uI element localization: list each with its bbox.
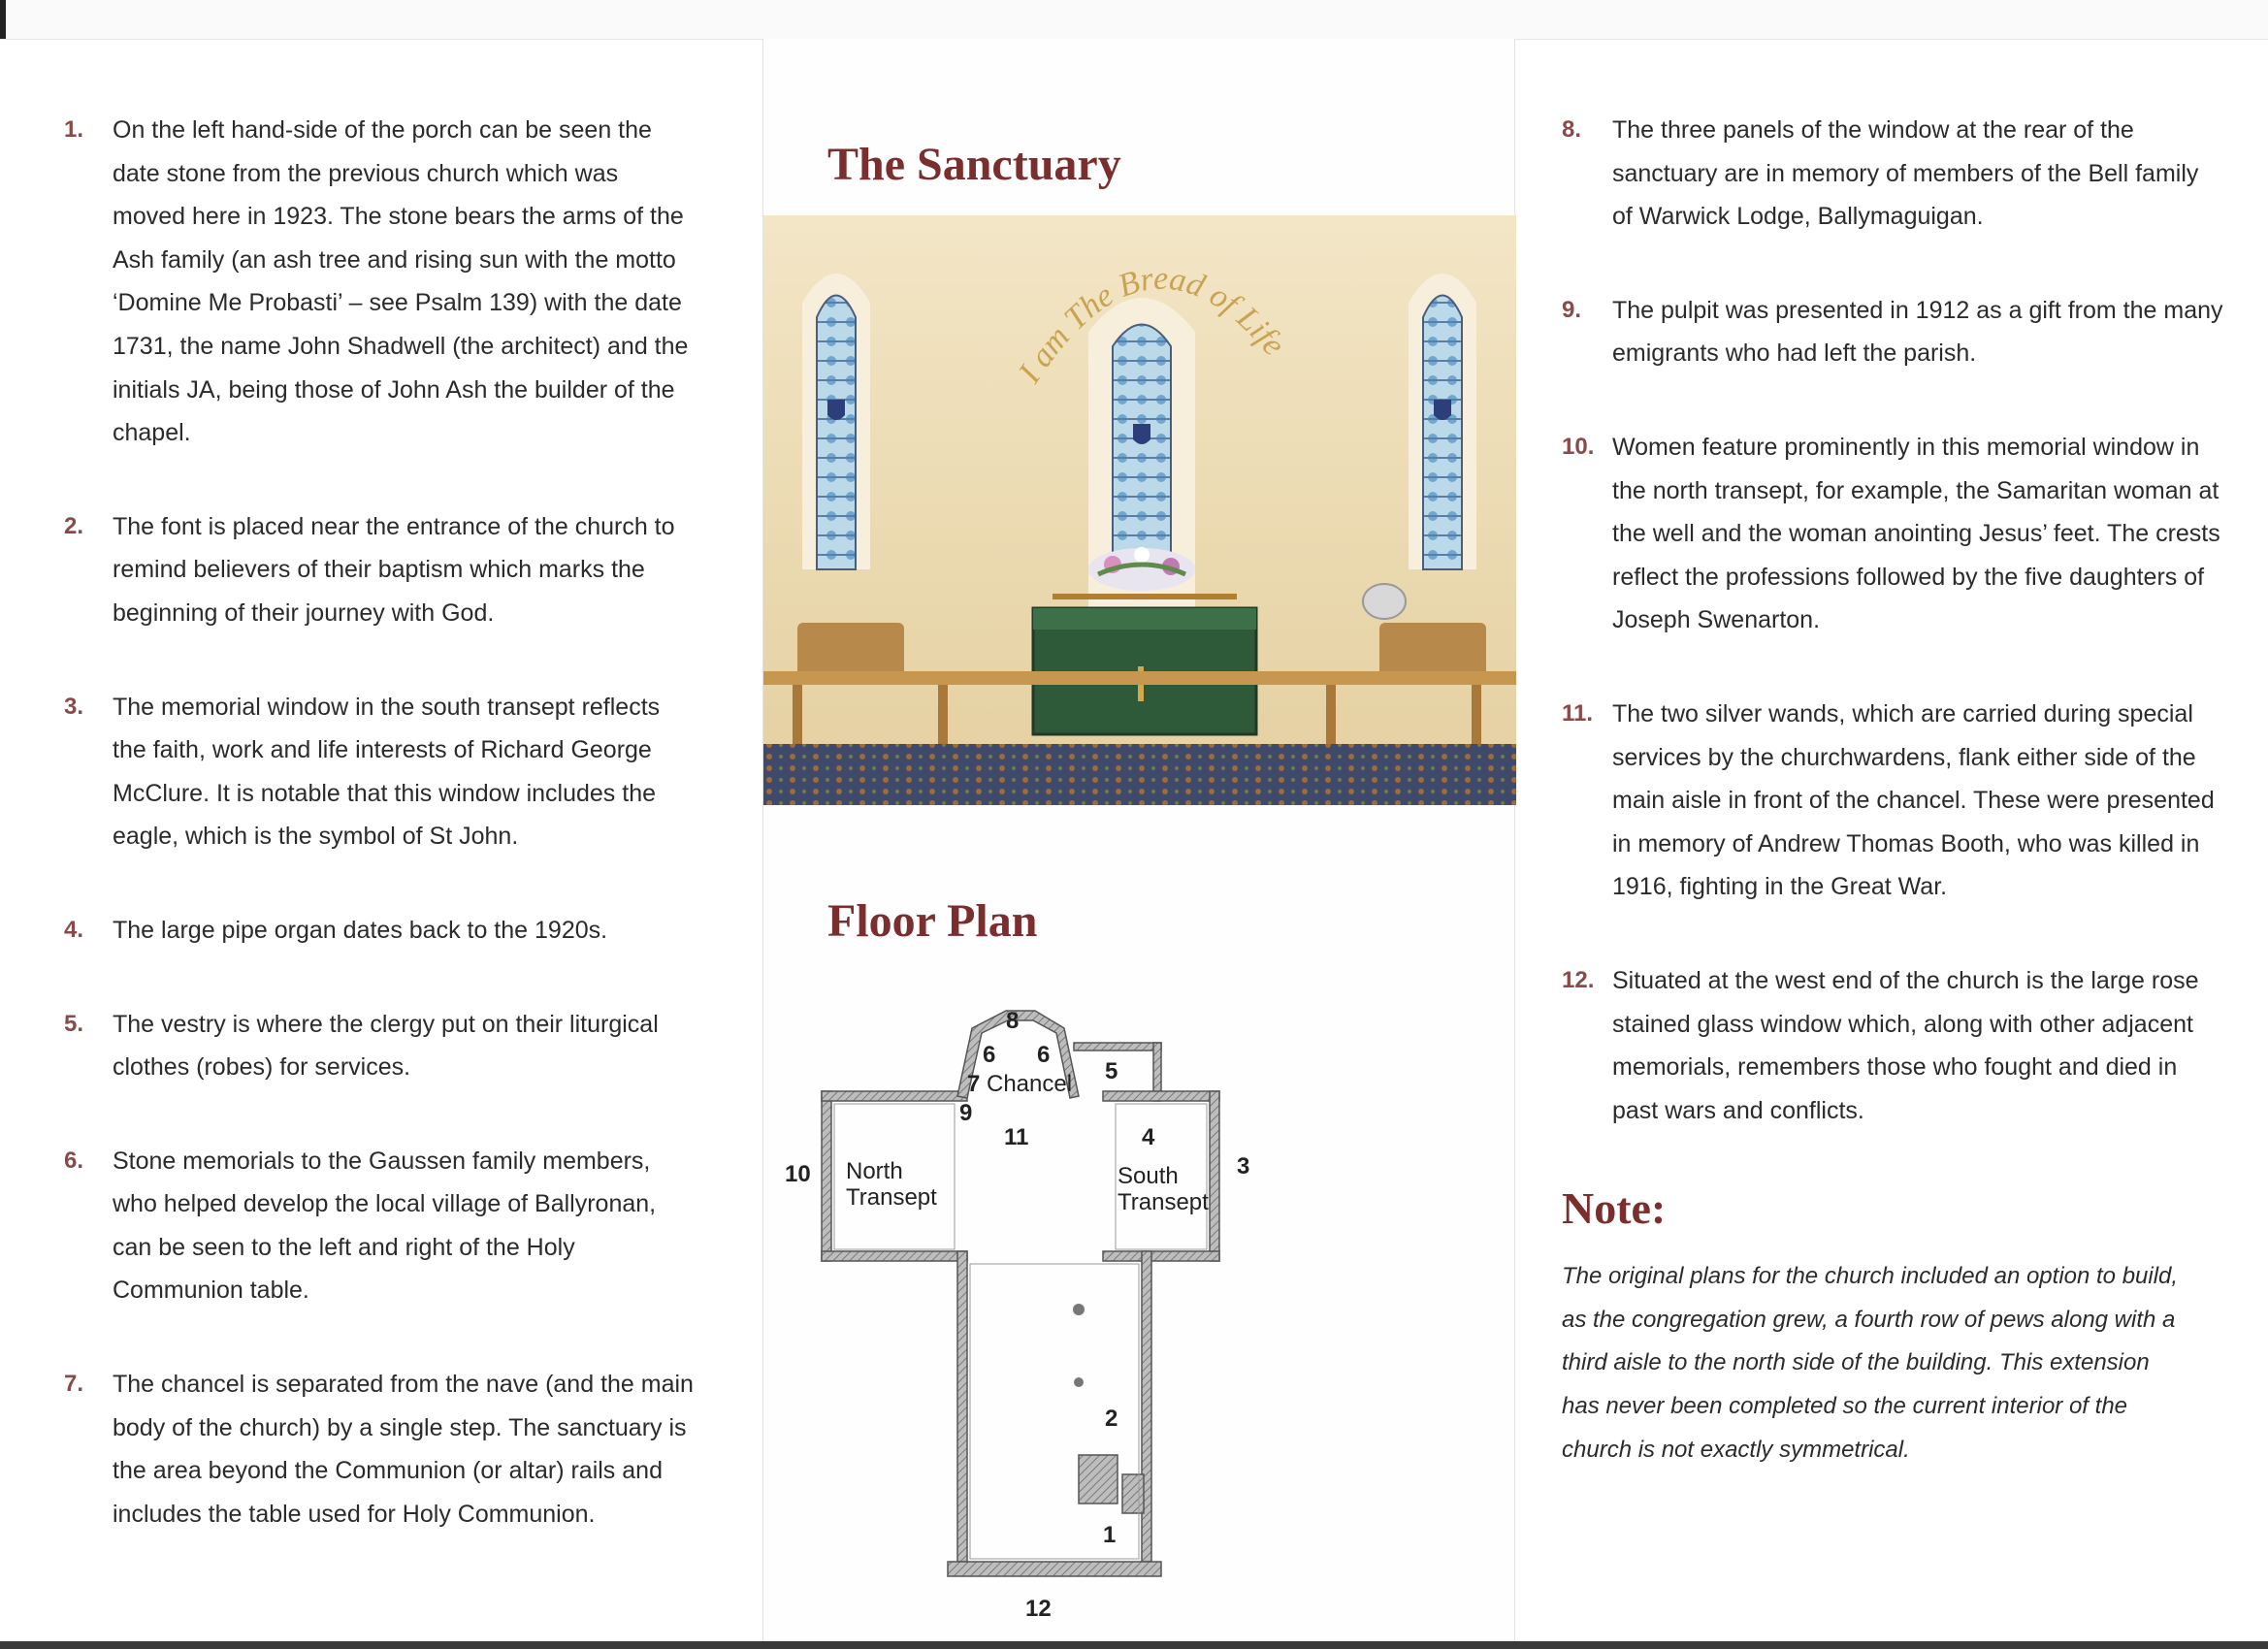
plan-number-8: 8 [1006,1008,1020,1034]
plan-label-south-transept: South [1118,1163,1179,1189]
item-text: Women feature prominently in this memorial window in the north transept, for example, the Samaritan woman at the well and the woman anointing Jesus’ feet. The crests reflect the professions followed by the five daughters of Joseph Swenarton. [1612,433,2220,634]
item-number: 10. [1562,433,1595,460]
stained-glass-window-left [817,296,856,570]
item-text: The two silver wands, which are carried during special services by the churchwardens, flank either side of the main aisle in front of the chancel. These were presented in memory of Andrew Thomas Booth, who was killed in 1916, fighting in the Great War. [1612,699,2215,901]
plan-label-chancel: Chancel [987,1071,1073,1097]
scan-edge-mark [0,0,6,39]
plan-label-north-transept: Transept [846,1184,937,1211]
plan-number-11: 11 [1004,1124,1029,1150]
photo-inscription: I am The Bread of Life [1011,260,1292,390]
left-item-list [64,109,762,1536]
item-number: 8. [1562,116,1582,143]
list-item [64,109,762,455]
pillar-icon [1073,1304,1085,1315]
item-text: The font is placed near the entrance of the church to remind believers of their baptism which marks the beginning of their journey with God. [113,512,675,627]
sanctuary-photo [763,215,1516,805]
carpet [763,744,1516,805]
list-item [1562,693,2268,909]
crest-icon [1133,424,1150,444]
list-item [64,1140,762,1312]
item-text: Stone memorials to the Gaussen family members, who helped develop the local village of Ballyronan, can be seen to the left and right of the Holy Communion table. [113,1147,657,1305]
list-item [1562,426,2268,642]
altar-rail [1053,594,1237,599]
item-number: 11. [1562,699,1594,727]
plan-label-south-transept: Transept [1118,1189,1209,1215]
item-number: 7. [64,1371,84,1398]
item-number: 12. [1562,966,1595,993]
right-panel [1515,39,2268,1641]
list-item [64,686,762,858]
item-text: The three panels of the window at the rear of the sanctuary are in memory of members of the Bell family of Warwick Lodge, Ballymaguigan. [1612,116,2199,231]
item-number: 2. [64,512,84,539]
plan-number-6: 6 [1037,1042,1051,1068]
item-number: 5. [64,1010,84,1037]
list-item [1562,959,2268,1132]
plan-number-10: 10 [785,1161,811,1187]
floorplan-title: Floor Plan [827,895,1038,947]
scan-bottom-edge [0,1641,2268,1649]
item-text: The large pipe organ dates back to the 1920s. [113,916,608,944]
list-item [64,1363,762,1536]
plan-number-2: 2 [1105,1406,1118,1432]
pillar-icon [1074,1377,1084,1387]
item-number: 6. [64,1147,84,1174]
item-number: 1. [64,116,84,143]
crest-icon [1434,400,1451,420]
stained-glass-window-right [1423,296,1462,570]
item-number: 4. [64,916,84,943]
list-item [64,505,762,635]
note-title: Note: [1562,1183,1667,1234]
plan-label-north-transept: North [846,1158,903,1184]
list-item [64,909,762,953]
item-text: The chancel is separated from the nave (and the main body of the church) by a single step. The sanctuary is the area beyond the Communion (or altar) rails and includes the table used for Holy Communion. [113,1371,694,1528]
list-item [1562,109,2268,239]
floor-plan-diagram [783,989,1442,1649]
silver-plate [1363,584,1406,619]
sanctuary-title: The Sanctuary [827,139,1121,190]
left-panel [0,39,762,1641]
scan-top-edge [0,0,2268,40]
plan-number-4: 4 [1142,1124,1155,1150]
plan-number-6: 6 [983,1042,996,1068]
item-text: The memorial window in the south transept reflects the faith, work and life interests of Richard George McClure. It is notable that this window includes the eagle, which is the symbol of St John. [113,693,661,851]
plan-number-9: 9 [959,1100,973,1126]
plan-number-7: 7 [967,1071,981,1097]
list-item [64,1003,762,1089]
plan-number-1: 1 [1103,1522,1117,1548]
sanctuary-illustration [763,215,1516,805]
middle-panel [762,39,1515,1641]
item-text: On the left hand-side of the porch can be seen the date stone from the previous church which was moved here in 1923. The stone bears the arms of the Ash family (an ash tree and rising sun with the motto ‘Domine Me Probasti’ – see Psalm 139) with the date 1731, the name John Shadwell (the architect) and the initials JA, being those of John Ash the builder of the chapel. [113,116,689,447]
item-text: The pulpit was presented in 1912 as a gift from the many emigrants who had left the parish. [1612,296,2223,368]
plan-number-3: 3 [1237,1153,1250,1180]
item-text: Situated at the west end of the church is the large rose stained glass window which, along with other adjacent memorials, remembers those who fought and died in past wars and conflicts. [1612,966,2199,1124]
plan-number-12: 12 [1025,1596,1052,1622]
note-text: The original plans for the church included an option to build, as the congregation grew, a fourth row of pews along with a third aisle to the north side of the building. This extension has never been completed so the current interior of the church is not exactly symmetrical. [1562,1263,2179,1463]
list-item [1562,289,2268,375]
plan-number-5: 5 [1105,1058,1118,1084]
crest-icon [827,400,845,420]
right-item-list [1562,109,2268,1132]
item-text: The vestry is where the clergy put on their liturgical clothes (robes) for services. [113,1010,659,1082]
item-number: 9. [1562,296,1582,323]
item-number: 3. [64,693,84,720]
communion-rail [763,671,1516,685]
